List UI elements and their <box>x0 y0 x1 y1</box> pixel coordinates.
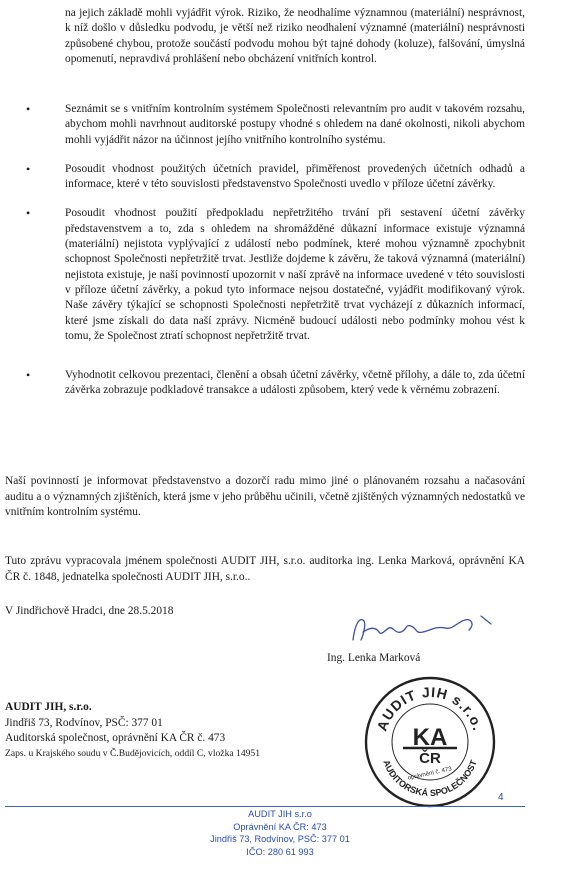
stamp-center-text: KA <box>412 724 448 751</box>
company-stamp <box>363 675 497 809</box>
responsibility-list <box>20 102 525 399</box>
footer-line: Oprávnění KA ČR: 473 <box>233 821 327 832</box>
list-item: • Posoudit vhodnost použitých účetních pravidel, přiměřenost provedených účetních odhadů a informace, které v této souvislosti představenstvo Společnosti uvedlo v příloze účetní závěrky. <box>20 162 525 193</box>
company-address: Jindřiš 73, Rodvínov, PSČ: 377 01 <box>5 716 163 729</box>
signer-name: Ing. Lenka Marková <box>327 652 421 664</box>
footer-line: AUDIT JIH s.r.o <box>248 809 312 819</box>
place-date: V Jindřichově Hradci, dne 28.5.2018 <box>5 605 174 617</box>
page-footer <box>150 808 410 858</box>
company-block <box>5 700 260 761</box>
company-name: AUDIT JIH, s.r.o. <box>5 701 92 713</box>
duty-paragraph: Naší povinností je informovat představenstvo a dozorčí radu mimo jiné o plánovaném rozsahu a načasování auditu a o významných zjištěních, která jsme v jeho průběhu učinili, včetně zjištěných významných nedostatků ve vnitřním kontrolním systému. <box>5 475 525 518</box>
stamp-top-text: AUDIT JIH s.r.o. <box>373 683 487 733</box>
footer-line: Jindřiš 73, Rodvínov, PSČ: 377 01 <box>210 834 350 845</box>
company-registration: Zaps. u Krajského soudu v Č.Budějovicích, oddíl C, vložka 14951 <box>5 747 261 759</box>
prepared-by-paragraph: Tuto zprávu vypracovala jménem společnosti AUDIT JIH, s.r.o. auditorka ing. Lenka Marková, oprávnění KA ČR č. 1848, jednatelka společnosti AUDIT JIH, s.r.o.. <box>5 555 525 583</box>
stamp-number: oprávnění č. 473 <box>407 766 453 782</box>
page-number: 4 <box>498 792 504 803</box>
list-item: • Posoudit vhodnost použití předpokladu nepřetržitého trvání při sestavení účetní závěrky představenstvem a to, zda s ohledem na shromážděné důkazní informace existuje významná (materiální) nejistota vyplývající z událostí nebo podmínek, které mohou významně zpochybnit schopnost Společnosti nepřetržitě trvat. Jestliže dojdeme k závěru, že taková významná (materiální) nejistota existuje, je naší povinností upozornit v naší zprávě na informace uvedené v této souvislosti v příloze účetní závěrky, a pokud tyto informace nejsou dostatečné, vyjádřit modifikovaný výrok. Naše závěry týkající se schopnosti Společnosti nepřetržitě trvat vycházejí z důkazních informací, které jsme získali do data naší zprávy. Nicméně budoucí události nebo podmínky mohou vést k tomu, že Společnost ztratí schopnost nepřetržitě trvat. <box>20 206 525 344</box>
continuation-paragraph: na jejich základě mohli vyjádřit výrok. Riziko, že neodhalíme významnou (materiální) nesprávnost, k níž došlo v důsledku podvodu, je větší než riziko neodhalení významné (materiální) nesprávnosti způsobené chybou, protože součástí podvodu mohou být tajné dohody (koluze), falšování, úmyslná opomenutí, nepravdivá prohlášení nebo obcházení vnitřních kontrol. <box>65 7 525 65</box>
handwritten-signature <box>345 610 505 650</box>
footer-line: IČO: 280 61 993 <box>246 846 314 857</box>
stamp-sub-text: ČR <box>419 750 441 767</box>
stamp-bottom-text: AUDITORSKÁ SPOLEČNOST <box>381 758 479 799</box>
list-item: • Seznámit se s vnitřním kontrolním systémem Společnosti relevantním pro audit v takovém rozsahu, abychom mohli navrhnout auditorské postupy vhodné s ohledem na dané okolnosti, nikoli abychom mohli vyjádřit názor na účinnost jejího vnitřního kontrolního systému. <box>20 102 525 148</box>
company-license: Auditorská společnost, oprávnění KA ČR č. 473 <box>5 732 226 744</box>
list-item: • Vyhodnotit celkovou prezentaci, členění a obsah účetní závěrky, včetně přílohy, a dále to, zda účetní závěrka zobrazuje podkladové transakce a události způsobem, který vede k věrnému zobrazení. <box>20 368 525 399</box>
footer-rule <box>5 806 525 807</box>
